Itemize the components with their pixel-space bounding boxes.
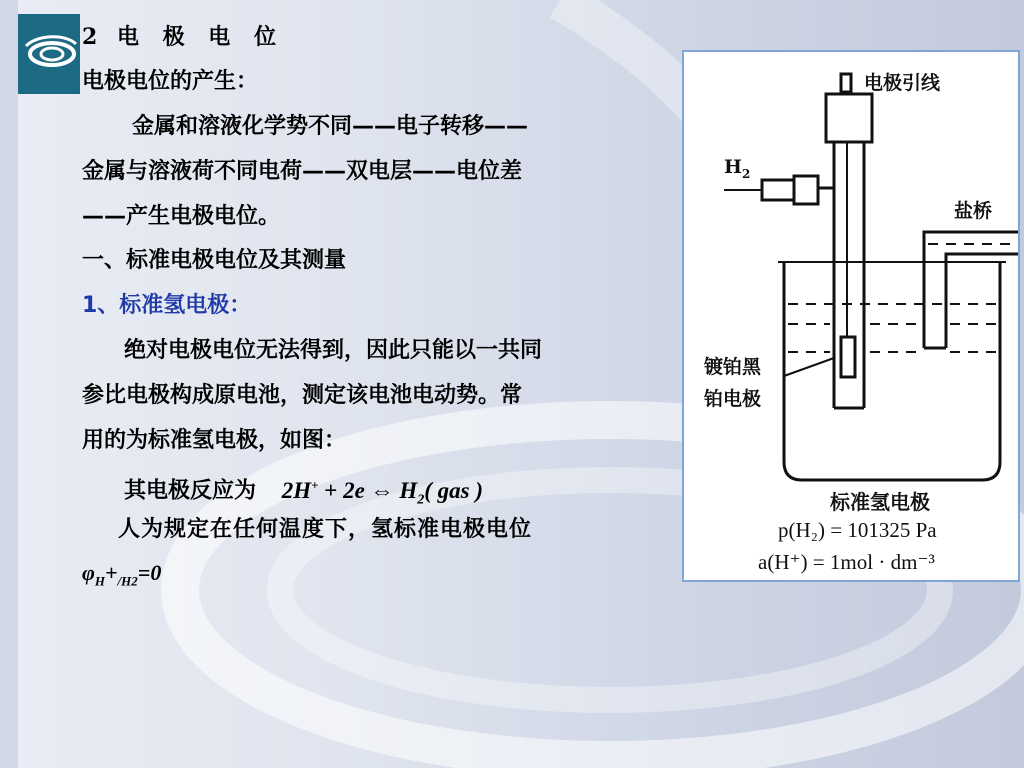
phi-expression (82, 558, 161, 596)
text-line-8: 参比电极构成原电池，测定该电池电动势。常 (82, 383, 523, 408)
hydrogen-electrode-figure (682, 50, 1020, 582)
reaction-equation (281, 477, 483, 508)
text-line-1: 电极电位的产生： (82, 69, 259, 94)
eq-lhs-charge: + (311, 477, 319, 492)
activity-formula: a(H⁺) = 1mol · dm⁻³ (758, 550, 935, 574)
eq-plus: + (324, 477, 338, 503)
eye-logo-icon (18, 14, 80, 94)
phi-value: =0 (137, 560, 162, 585)
reaction-label: 其电极反应为 (124, 478, 257, 504)
phi-sub2: /H2 (117, 573, 138, 589)
lead-wire-terminal (841, 74, 851, 92)
left-sidebar-strip (0, 0, 18, 768)
phi-sub: H (94, 573, 105, 589)
label-platinum-electrode: 铂电极 (704, 388, 762, 410)
text-line-4: ——产生电极电位。 (82, 204, 281, 229)
logo (18, 14, 80, 94)
section-heading: 一、标准电极电位及其测量 (82, 248, 347, 273)
figure-caption: 标准氢电极 (830, 490, 930, 514)
heading-title: 电 极 电 位 (116, 25, 284, 50)
reaction-line (124, 470, 483, 515)
eq-rhs-species: H (399, 477, 418, 503)
eq-coefficient: 2 (281, 477, 294, 503)
text-line-3: 金属与溶液荷不同电荷——双电层——电位差 (82, 159, 523, 184)
phi-plus: + (105, 560, 118, 585)
label-h2 (724, 156, 750, 181)
text-line-9: 用的为标准氢电极，如图： (82, 428, 347, 453)
text-line-11: 人为规定在任何温度下，氢标准电极电位 (118, 517, 533, 542)
eq-arrow: ⇔ (370, 477, 394, 503)
eq-lhs-species: H (293, 477, 312, 503)
label-lead-wire: 电极引线 (864, 72, 941, 94)
label-salt-bridge: 盐桥 (954, 200, 993, 222)
beaker (784, 262, 1000, 480)
text-line-7: 绝对电极电位无法得到，因此只能以一共同 (124, 338, 543, 363)
electrode-head (826, 94, 872, 142)
salt-bridge (924, 232, 1018, 348)
phi-symbol: φ (82, 560, 95, 585)
slide-heading (82, 22, 284, 53)
label-platinized: 镀铂黑 (704, 356, 762, 378)
text-line-2: 金属和溶液化学势不同——电子转移—— (132, 114, 529, 139)
eq-rhs-state: ( gas ) (424, 477, 483, 503)
platinum-electrode (841, 337, 855, 377)
heading-number: 2 (82, 24, 98, 50)
eq-electron: 2e (343, 477, 365, 503)
pressure-formula: p(H₂) = 101325 Pa (778, 518, 937, 542)
label-h2-sub: 2 (741, 166, 751, 181)
subsection-heading: 1、标准氢电极： (82, 293, 252, 318)
eq-rhs-sub: 2 (417, 492, 425, 508)
label-h2-symbol: H (724, 156, 742, 178)
